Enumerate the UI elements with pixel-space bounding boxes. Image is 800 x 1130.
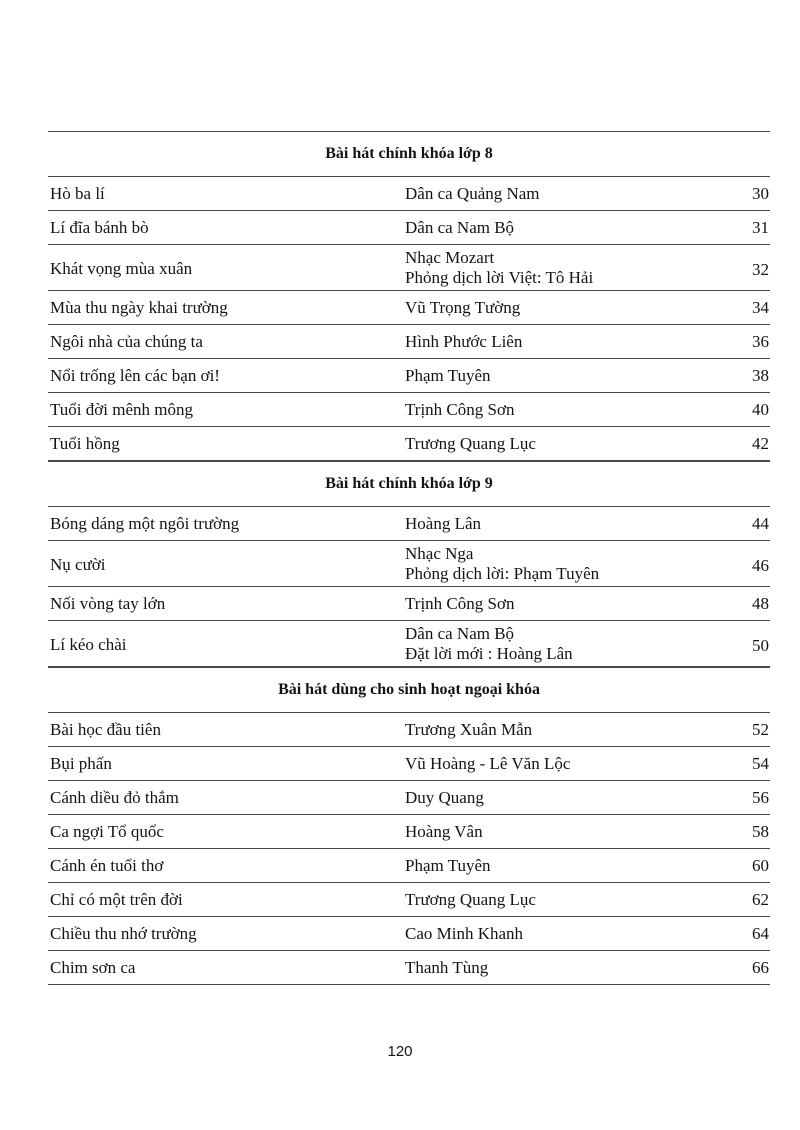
song-page-number: 32: [752, 260, 769, 279]
toc-row: [48, 951, 770, 985]
song-title: Cánh diều đỏ thắm: [50, 787, 179, 807]
author-line: Trịnh Công Sơn: [405, 593, 515, 613]
author-line: Dân ca Nam Bộ: [405, 217, 515, 237]
author-line: Vũ Hoàng - Lê Văn Lộc: [405, 753, 571, 773]
toc-row: [48, 587, 770, 621]
toc-row: [48, 211, 770, 245]
toc-row: [48, 291, 770, 325]
section-title: Bài hát dùng cho sinh hoạt ngoại khóa: [48, 668, 770, 713]
song-author: [405, 754, 719, 774]
author-line: Hình Phước Liên: [405, 331, 523, 351]
page-number: 120: [387, 1043, 413, 1060]
song-page-number: 30: [752, 183, 769, 203]
author-line: Dân ca Quảng Nam: [405, 183, 540, 203]
table-of-contents: [48, 131, 770, 985]
author-line: Phạm Tuyên: [405, 855, 491, 875]
song-author: [405, 184, 719, 204]
song-title: Ngôi nhà của chúng ta: [50, 331, 203, 351]
song-page-number: 31: [752, 217, 769, 237]
song-page-number: 60: [752, 855, 769, 875]
toc-row: [48, 245, 770, 291]
author-line: Trịnh Công Sơn: [405, 399, 515, 419]
section-title: Bài hát chính khóa lớp 9: [48, 462, 770, 507]
author-line: Duy Quang: [405, 787, 484, 807]
song-page-number: 34: [752, 297, 769, 317]
author-line: Đặt lời mới : Hoàng Lân: [405, 643, 573, 663]
song-title: Khát vọng mùa xuân: [50, 258, 193, 278]
song-page-number: 64: [752, 923, 769, 943]
author-line: Dân ca Nam Bộ: [405, 623, 515, 643]
toc-row: [48, 713, 770, 747]
section-title: Bài hát chính khóa lớp 8: [48, 132, 770, 177]
toc-row: [48, 917, 770, 951]
author-line: Nhạc Nga: [405, 543, 474, 563]
toc-row: [48, 507, 770, 541]
song-page-number: 58: [752, 821, 769, 841]
song-author: [405, 544, 719, 584]
author-line: Trương Xuân Mẫn: [405, 719, 533, 739]
toc-row: [48, 177, 770, 211]
song-author: [405, 890, 719, 910]
song-title: Nổi trống lên các bạn ơi!: [50, 365, 220, 385]
song-title: Lí kéo chài: [50, 634, 127, 654]
toc-row: [48, 427, 770, 461]
song-page-number: 44: [752, 513, 769, 533]
song-page-number: 36: [752, 331, 769, 351]
author-line: Phỏng dịch lời Việt: Tô Hải: [405, 267, 594, 287]
song-author: [405, 720, 719, 740]
song-author: [405, 856, 719, 876]
song-author: [405, 822, 719, 842]
toc-row: [48, 815, 770, 849]
song-page-number: 50: [752, 636, 769, 655]
song-author: [405, 958, 719, 978]
toc-section: [48, 461, 770, 667]
toc-row: [48, 393, 770, 427]
song-page-number: 56: [752, 787, 769, 807]
toc-section: [48, 667, 770, 985]
toc-row: [48, 325, 770, 359]
toc-row: [48, 359, 770, 393]
song-page-number: 48: [752, 593, 769, 613]
song-title: Lí đĩa bánh bò: [50, 217, 149, 237]
author-line: Phỏng dịch lời: Phạm Tuyên: [405, 563, 600, 583]
song-author: [405, 218, 719, 238]
song-title: Chim sơn ca: [50, 957, 136, 977]
song-page-number: 42: [752, 433, 769, 453]
author-line: Hoàng Vân: [405, 821, 483, 841]
author-line: Phạm Tuyên: [405, 365, 491, 385]
toc-row: [48, 621, 770, 667]
song-author: [405, 924, 719, 944]
song-author: [405, 298, 719, 318]
song-title: Nụ cười: [50, 554, 106, 574]
song-title: Chiều thu nhớ trường: [50, 923, 197, 943]
song-author: [405, 366, 719, 386]
author-line: Vũ Trọng Tường: [405, 297, 521, 317]
song-page-number: 38: [752, 365, 769, 385]
song-author: [405, 434, 719, 454]
toc-row: [48, 883, 770, 917]
song-title: Bụi phấn: [50, 753, 112, 773]
song-title: Bài học đầu tiên: [50, 719, 161, 739]
song-page-number: 62: [752, 889, 769, 909]
toc-row: [48, 747, 770, 781]
author-line: Cao Minh Khanh: [405, 923, 524, 943]
song-title: Hò ba lí: [50, 183, 105, 203]
song-author: [405, 594, 719, 614]
song-title: Tuổi hồng: [50, 433, 120, 453]
song-author: [405, 332, 719, 352]
song-author: [405, 788, 719, 808]
author-line: Hoàng Lân: [405, 513, 482, 533]
author-line: Nhạc Mozart: [405, 247, 495, 267]
song-title: Tuổi đời mênh mông: [50, 399, 193, 419]
song-author: [405, 248, 719, 288]
song-title: Ca ngợi Tổ quốc: [50, 821, 164, 841]
song-page-number: 66: [752, 957, 769, 977]
toc-row: [48, 849, 770, 883]
song-title: Bóng dáng một ngôi trường: [50, 513, 240, 533]
author-line: Thanh Tùng: [405, 957, 489, 977]
author-line: Trương Quang Lục: [405, 433, 536, 453]
song-author: [405, 624, 719, 664]
toc-row: [48, 541, 770, 587]
song-page-number: 46: [752, 556, 769, 575]
toc-row: [48, 781, 770, 815]
song-page-number: 52: [752, 719, 769, 739]
song-author: [405, 514, 719, 534]
song-page-number: 54: [752, 753, 769, 773]
toc-section: [48, 131, 770, 461]
song-title: Mùa thu ngày khai trường: [50, 297, 228, 317]
author-line: Trương Quang Lục: [405, 889, 536, 909]
song-author: [405, 400, 719, 420]
song-page-number: 40: [752, 399, 769, 419]
song-title: Chỉ có một trên đời: [50, 889, 183, 909]
song-title: Nối vòng tay lớn: [50, 593, 166, 613]
song-title: Cánh én tuổi thơ: [50, 855, 164, 875]
